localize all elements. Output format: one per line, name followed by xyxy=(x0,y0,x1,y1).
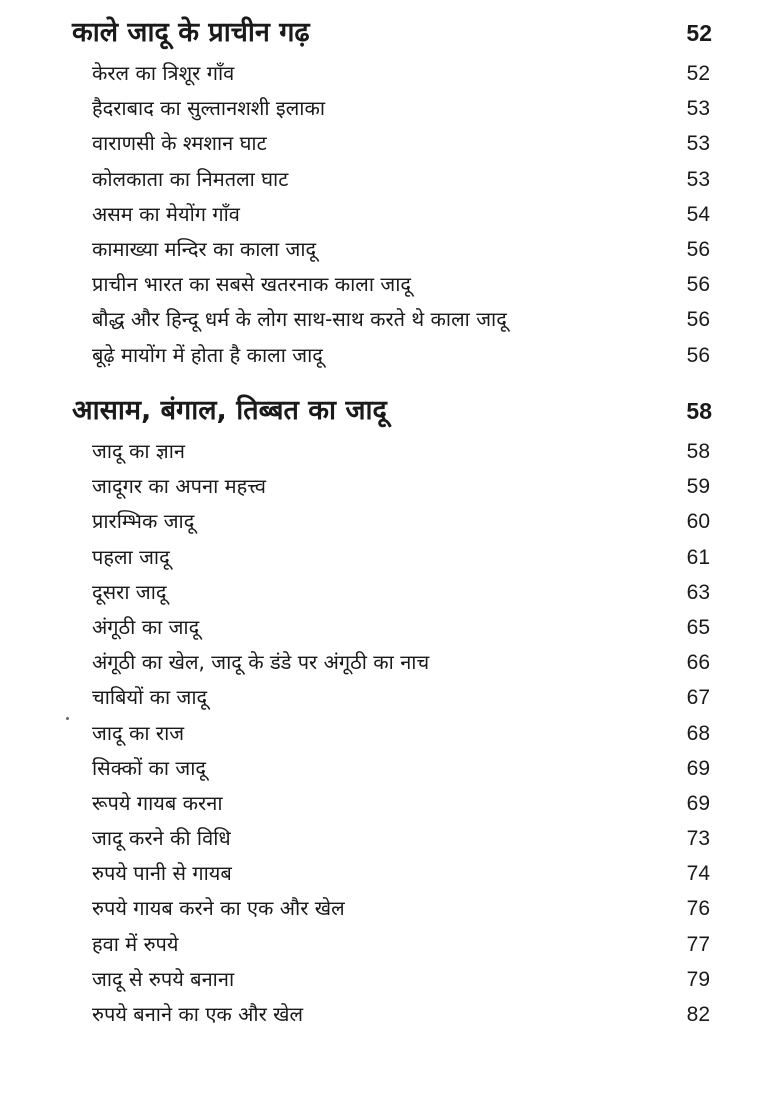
entry-title: चाबियों का जादू xyxy=(92,685,208,710)
entry-title: बौद्ध और हिन्दू धर्म के लोग साथ-साथ करते थे काला जादू xyxy=(92,307,507,332)
section-title: काले जादू के प्राचीन गढ़ xyxy=(72,17,310,48)
entry-page-number: 60 xyxy=(686,510,710,534)
entry-title: हवा में रुपये xyxy=(92,931,179,956)
entry-title: असम का मेयोंग गाँव xyxy=(92,201,240,226)
scan-speck xyxy=(66,717,69,720)
entry-page-number: 68 xyxy=(686,721,710,745)
entry-title: रूपये गायब करना xyxy=(92,790,223,815)
entry-page-number: 54 xyxy=(686,202,710,226)
entry-page-number: 56 xyxy=(686,237,710,261)
toc-entry xyxy=(0,927,780,962)
section-heading xyxy=(0,388,780,434)
entry-title: जादू करने की विधि xyxy=(92,826,231,851)
toc-entry xyxy=(0,645,780,680)
toc-entry xyxy=(0,232,780,267)
entry-title: प्राचीन भारत का सबसे खतरनाक काला जादू xyxy=(92,272,412,297)
toc-entry xyxy=(0,610,780,645)
toc-entry xyxy=(0,786,780,821)
toc-section xyxy=(0,388,780,1032)
entry-page-number: 73 xyxy=(686,827,710,851)
toc-entry xyxy=(0,856,780,891)
entry-page-number: 69 xyxy=(686,756,710,780)
entry-page-number: 67 xyxy=(686,686,710,710)
entry-page-number: 69 xyxy=(686,791,710,815)
entry-title: रुपये बनाने का एक और खेल xyxy=(92,1002,304,1026)
toc-entry xyxy=(0,302,780,337)
toc-entry xyxy=(0,338,780,373)
toc-entry xyxy=(0,680,780,715)
entry-title: वाराणसी के श्मशान घाट xyxy=(92,131,267,156)
section-title: आसाम, बंगाल, तिब्बत का जादू xyxy=(72,395,387,426)
toc-entry xyxy=(0,751,780,786)
toc-entry xyxy=(0,434,780,469)
toc-entry xyxy=(0,891,780,926)
entry-title: केरल का त्रिशूर गाँव xyxy=(92,61,235,85)
entry-title: हैदराबाद का सुल्तानशशी इलाका xyxy=(92,96,326,121)
entry-title: बूढ़े मायोंग में होता है काला जादू xyxy=(92,342,323,367)
toc-entry xyxy=(0,469,780,504)
toc-entry xyxy=(0,126,780,161)
entry-page-number: 59 xyxy=(686,475,710,499)
entry-page-number: 56 xyxy=(686,343,710,367)
entry-title: पहला जादू xyxy=(92,544,170,569)
entry-title: सिक्कों का जादू xyxy=(92,755,207,780)
toc-entry xyxy=(0,197,780,232)
toc-entry xyxy=(0,997,780,1032)
section-page-number: 52 xyxy=(686,20,712,46)
toc-entry xyxy=(0,162,780,197)
entry-page-number: 77 xyxy=(686,932,710,956)
toc-entry xyxy=(0,267,780,302)
toc-entry xyxy=(0,575,780,610)
entry-title: कोलकाता का निमतला घाट xyxy=(92,166,289,191)
section-heading xyxy=(0,10,780,56)
entry-title: रुपये पानी से गायब xyxy=(92,861,232,886)
entry-title: दूसरा जादू xyxy=(92,579,167,604)
toc-entry xyxy=(0,821,780,856)
entry-page-number: 52 xyxy=(686,62,710,85)
toc-entry xyxy=(0,56,780,91)
entry-page-number: 56 xyxy=(686,308,710,332)
entry-title: जादू का राज xyxy=(92,720,185,745)
entry-title: अंगूठी का जादू xyxy=(92,614,200,639)
entry-title: प्रारम्भिक जादू xyxy=(92,509,195,534)
entry-page-number: 56 xyxy=(686,273,710,297)
section-page-number: 58 xyxy=(686,398,712,424)
toc-entry xyxy=(0,91,780,126)
entry-page-number: 66 xyxy=(686,651,710,675)
entry-page-number: 65 xyxy=(686,615,710,639)
entry-title: रुपये गायब करने का एक और खेल xyxy=(92,896,345,921)
toc-section xyxy=(0,10,780,373)
entry-page-number: 53 xyxy=(686,132,710,156)
entry-page-number: 61 xyxy=(686,545,710,569)
entry-title: जादू का ज्ञान xyxy=(92,439,185,463)
entry-title: जादूगर का अपना महत्त्व xyxy=(92,474,267,499)
entry-page-number: 63 xyxy=(686,580,710,604)
entry-title: कामाख्या मन्दिर का काला जादू xyxy=(92,236,317,261)
entry-page-number: 53 xyxy=(686,97,710,121)
entry-page-number: 79 xyxy=(686,967,710,991)
entry-page-number: 58 xyxy=(686,440,710,463)
toc-entry xyxy=(0,962,780,997)
entry-title: अंगूठी का खेल, जादू के डंडे पर अंगूठी का नाच xyxy=(92,650,430,675)
toc-entry xyxy=(0,504,780,539)
entry-page-number: 53 xyxy=(686,167,710,191)
toc-entry xyxy=(0,540,780,575)
entry-page-number: 82 xyxy=(686,1003,710,1026)
entry-page-number: 74 xyxy=(686,862,710,886)
entry-page-number: 76 xyxy=(686,897,710,921)
toc-entry xyxy=(0,716,780,751)
entry-title: जादू से रुपये बनाना xyxy=(92,966,235,991)
